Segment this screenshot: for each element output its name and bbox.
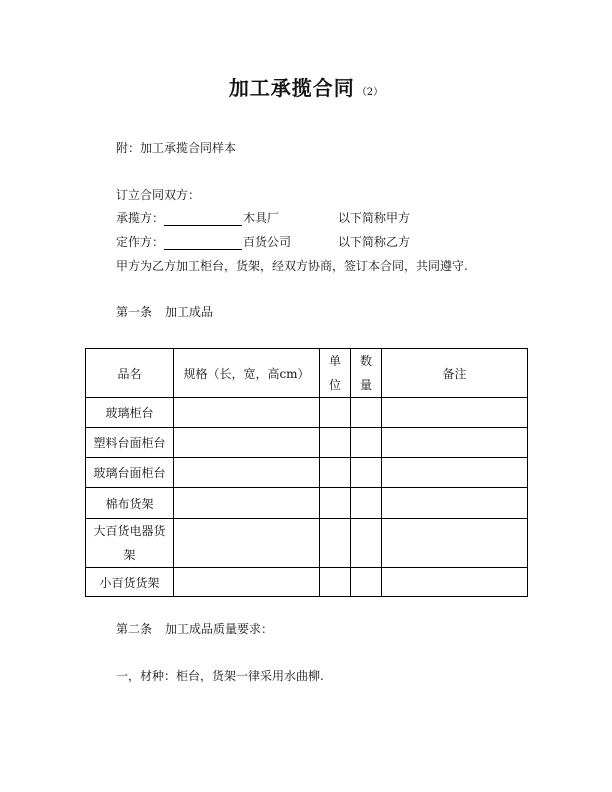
table-header-row xyxy=(86,349,528,398)
table-row xyxy=(86,488,528,519)
header-spec: 规格（长，宽，高cm） xyxy=(174,349,320,398)
header-qty-line2: 量 xyxy=(359,378,372,392)
row-unit-cell xyxy=(320,398,351,428)
row-remark-cell xyxy=(382,519,528,568)
contractor-label: 承揽方： xyxy=(116,211,165,225)
row-qty-cell xyxy=(351,428,382,458)
article1-heading xyxy=(116,303,213,320)
customer-name: 百货公司 xyxy=(243,235,292,249)
row-qty-cell xyxy=(351,488,382,519)
contractor-blank xyxy=(164,213,242,226)
header-name: 品名 xyxy=(86,349,174,398)
title-main: 加工承揽合同 xyxy=(228,76,355,100)
header-unit xyxy=(320,349,351,398)
row-remark-cell xyxy=(382,488,528,519)
row-remark-cell xyxy=(382,428,528,458)
row-spec-cell xyxy=(174,398,320,428)
appendix-line: 附：加工承揽合同样本 xyxy=(116,141,237,155)
customer-alias: 以下简称乙方 xyxy=(338,235,411,249)
table-row xyxy=(86,519,528,568)
table-row xyxy=(86,568,528,597)
header-unit-line2: 位 xyxy=(328,378,341,392)
row-remark-cell xyxy=(382,398,528,428)
item1-line: 一，材种：柜台，货架一律采用水曲柳. xyxy=(116,669,324,683)
intro-line: 甲方为乙方加工柜台，货架，经双方协商，签订本合同，共同遵守. xyxy=(116,259,468,273)
row-unit-cell xyxy=(320,519,351,568)
row-unit-cell xyxy=(320,568,351,597)
article1-label: 第一条 xyxy=(116,305,153,319)
row-spec-cell xyxy=(174,458,320,488)
row-name: 棉布货架 xyxy=(86,488,174,519)
article1-title: 加工成品 xyxy=(165,305,214,319)
row-name xyxy=(86,519,174,568)
row-unit-cell xyxy=(320,428,351,458)
row-spec-cell xyxy=(174,568,320,597)
contractor-line xyxy=(116,209,410,226)
header-qty-line1: 数 xyxy=(359,354,372,368)
row-name: 小百货货架 xyxy=(86,568,174,597)
row-name: 塑料台面柜台 xyxy=(86,428,174,458)
row-qty-cell xyxy=(351,458,382,488)
row-qty-cell xyxy=(351,519,382,568)
row-qty-cell xyxy=(351,398,382,428)
table-row xyxy=(86,398,528,428)
row-qty-cell xyxy=(351,568,382,597)
customer-label: 定作方： xyxy=(116,235,165,249)
contractor-alias: 以下简称甲方 xyxy=(338,211,411,225)
header-remark: 备注 xyxy=(382,349,528,398)
title-suffix: （2） xyxy=(356,87,384,98)
row-name-line2: 架 xyxy=(123,548,136,562)
header-qty xyxy=(351,349,382,398)
row-remark-cell xyxy=(382,458,528,488)
table-row xyxy=(86,458,528,488)
row-unit-cell xyxy=(320,488,351,519)
parties-heading: 订立合同双方： xyxy=(116,188,201,202)
product-table xyxy=(85,348,528,597)
customer-line xyxy=(116,233,410,250)
article2-title: 加工成品质量要求： xyxy=(165,622,274,636)
article2-heading xyxy=(116,620,273,637)
row-spec-cell xyxy=(174,519,320,568)
row-name-line1: 大百货电器货 xyxy=(93,524,166,538)
row-name: 玻璃柜台 xyxy=(86,398,174,428)
document-title xyxy=(0,72,612,101)
row-remark-cell xyxy=(382,568,528,597)
table-row xyxy=(86,428,528,458)
row-spec-cell xyxy=(174,428,320,458)
article2-label: 第二条 xyxy=(116,622,153,636)
row-spec-cell xyxy=(174,488,320,519)
header-unit-line1: 单 xyxy=(328,354,341,368)
row-unit-cell xyxy=(320,458,351,488)
contractor-name: 木具厂 xyxy=(243,211,280,225)
customer-blank xyxy=(164,237,242,250)
row-name: 玻璃台面柜台 xyxy=(86,458,174,488)
